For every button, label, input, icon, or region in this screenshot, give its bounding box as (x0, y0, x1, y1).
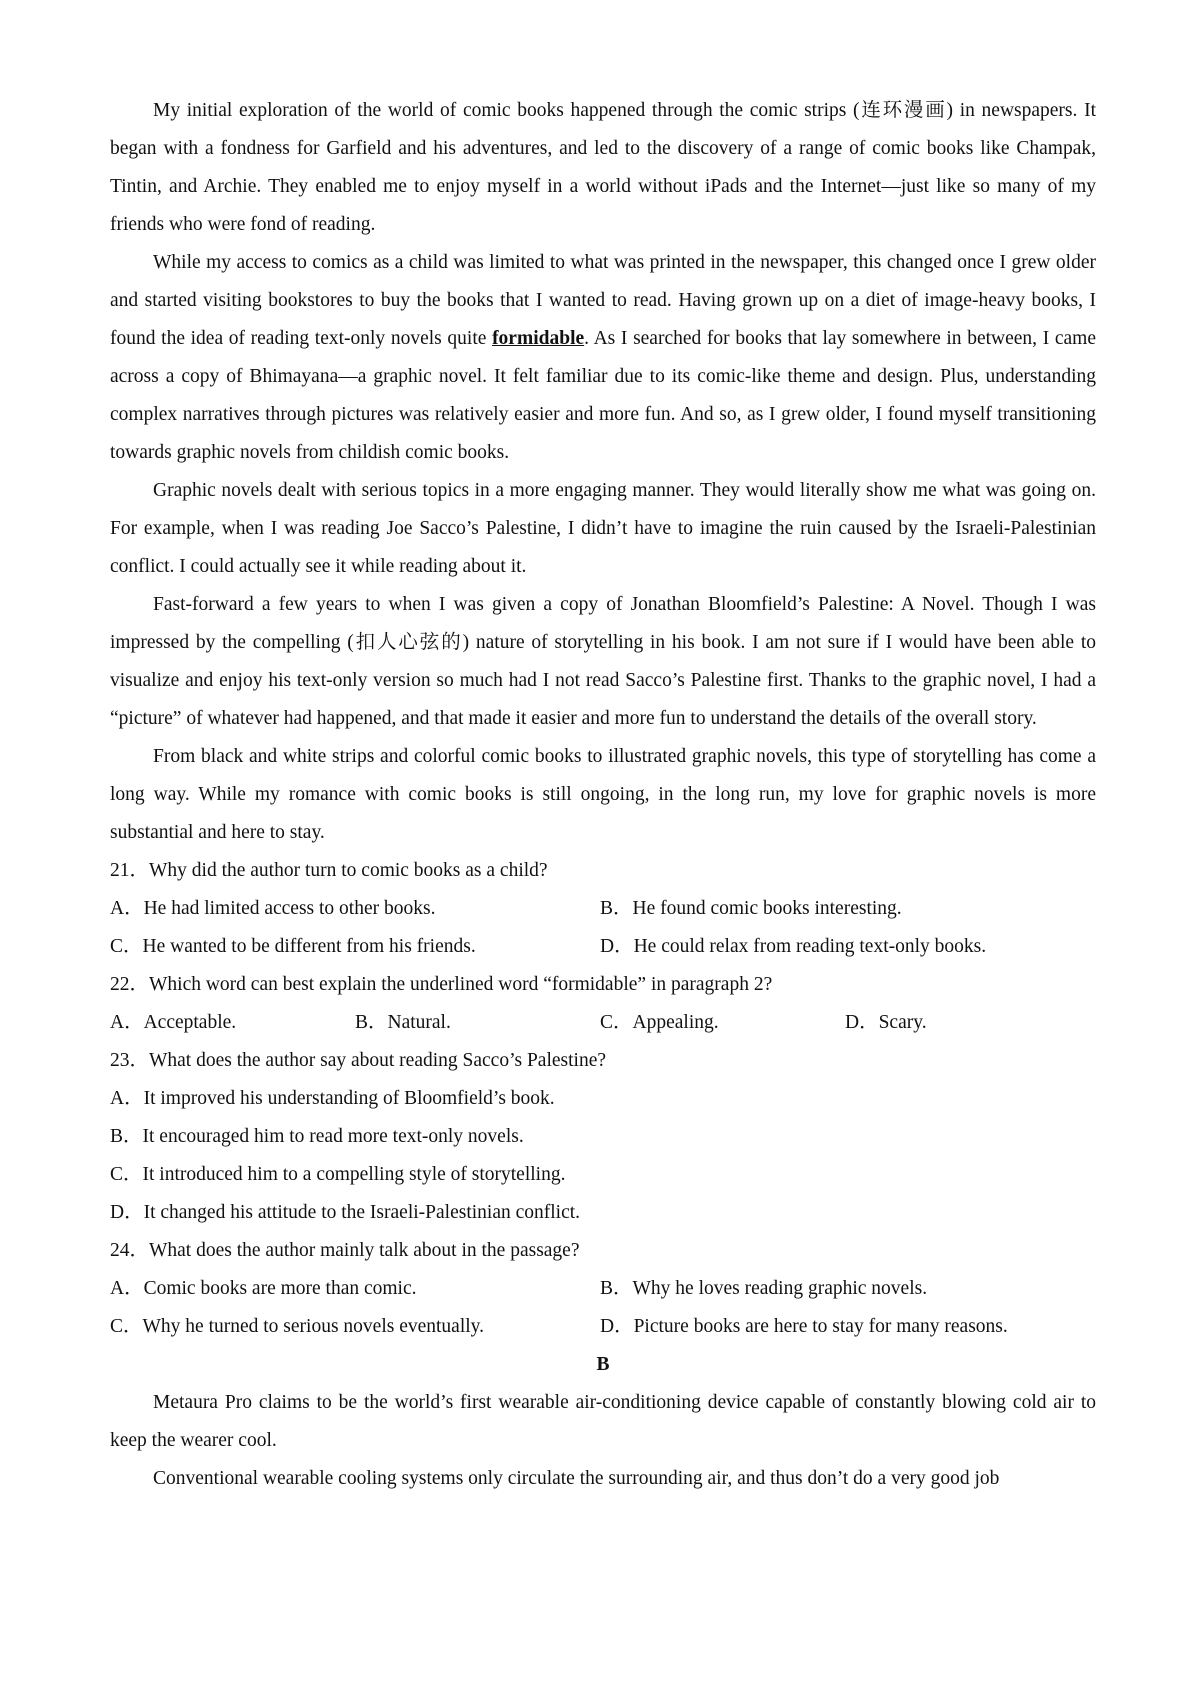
question-24-option-b[interactable]: B．Why he loves reading graphic novels. (600, 1278, 928, 1299)
question-23-option-c[interactable]: C．It introduced him to a compelling style of storytelling. (110, 1164, 566, 1185)
question-22-option-d[interactable]: D．Scary. (845, 1012, 927, 1033)
question-21-stem: 21．Why did the author turn to comic books as a child? (110, 860, 548, 881)
question-22-stem: 22．Which word can best explain the underlined word “formidable” in paragraph 2? (110, 974, 773, 995)
passage-a-paragraph-1: My initial exploration of the world of comic books happened through the comic strips (连环漫画) in newspapers. It began with a fondness for Garfield and his adventures, and led to the discovery of a range of comic books like Champak, Tintin, and Archie. They enabled me to enjoy myself in a world without iPads and the Internet—just like so many of my friends who were fond of reading. (110, 100, 1096, 235)
question-21-option-a[interactable]: A．He had limited access to other books. (110, 898, 436, 919)
question-21-options-row-1 (110, 890, 1096, 928)
paragraph-2-text-after: . As I searched for books that lay somewhere in between, I came across a copy of Bhimayana—a graphic novel. It felt familiar due to its comic-like theme and design. Plus, understanding complex narratives through pictures was relatively easier and more fun. And so, as I grew older, I found myself transitioning towards graphic novels from childish comic books. (110, 328, 1096, 463)
passage-a-paragraph-2 (110, 244, 1096, 472)
question-22-option-b[interactable]: B．Natural. (355, 1012, 451, 1033)
exam-page (110, 92, 1096, 1498)
passage-a-paragraph-3: Graphic novels dealt with serious topics in a more engaging manner. They would literally show me what was going on. For example, when I was reading Joe Sacco’s Palestine, I didn’t have to imagine the ruin caused by the Israeli-Palestinian conflict. I could actually see it while reading about it. (110, 480, 1096, 577)
question-24-option-a[interactable]: A．Comic books are more than comic. (110, 1278, 417, 1299)
question-21-options-row-2 (110, 928, 1096, 966)
question-22-option-a[interactable]: A．Acceptable. (110, 1012, 237, 1033)
question-21-option-d[interactable]: D．He could relax from reading text-only books. (600, 936, 987, 957)
question-24-option-d[interactable]: D．Picture books are here to stay for many reasons. (600, 1316, 1008, 1337)
passage-a-paragraph-4: Fast-forward a few years to when I was given a copy of Jonathan Bloomfield’s Palestine: A Novel. Though I was impressed by the compelling (扣人心弦的) nature of storytelling in his book. I am not sure if I would have been able to visualize and enjoy his text-only version so much had I not read Sacco’s Palestine first. Thanks to the graphic novel, I had a “picture” of whatever had happened, and that made it easier and more fun to understand the details of the overall story. (110, 594, 1096, 729)
question-24-option-c[interactable]: C．Why he turned to serious novels eventually. (110, 1316, 485, 1337)
passage-b-paragraph-2: Conventional wearable cooling systems only circulate the surrounding air, and thus don’t do a very good job (153, 1468, 1000, 1489)
question-23-option-a[interactable]: A．It improved his understanding of Bloomfield’s book. (110, 1088, 555, 1109)
question-23-option-b[interactable]: B．It encouraged him to read more text-only novels. (110, 1126, 524, 1147)
question-24-options-row-1 (110, 1270, 1096, 1308)
passage-a-paragraph-5: From black and white strips and colorful comic books to illustrated graphic novels, this type of storytelling has come a long way. While my romance with comic books is still ongoing, in the long run, my love for graphic novels is more substantial and here to stay. (110, 746, 1096, 843)
underlined-word-formidable: formidable (492, 328, 585, 349)
paragraph-2-text-before: While my access to comics as a child was limited to what was printed in the newspaper, this changed once I grew older and started visiting bookstores to buy the books that I wanted to read. Having grown up on a diet of image-heavy books, I found the idea of reading text-only novels quite (110, 252, 1096, 349)
question-23-stem: 23．What does the author say about reading Sacco’s Palestine? (110, 1050, 607, 1071)
question-24-options-row-2 (110, 1308, 1096, 1346)
question-22-options (110, 1004, 1096, 1042)
passage-b-paragraph-1: Metaura Pro claims to be the world’s first wearable air-conditioning device capable of constantly blowing cold air to keep the wearer cool. (110, 1392, 1096, 1451)
question-21-option-c[interactable]: C．He wanted to be different from his friends. (110, 936, 476, 957)
question-21-option-b[interactable]: B．He found comic books interesting. (600, 898, 902, 919)
question-23-option-d[interactable]: D．It changed his attitude to the Israeli-Palestinian conflict. (110, 1202, 581, 1223)
question-24-stem: 24．What does the author mainly talk about in the passage? (110, 1240, 580, 1261)
question-22-option-c[interactable]: C．Appealing. (600, 1012, 719, 1033)
section-heading-b: B (596, 1354, 610, 1375)
